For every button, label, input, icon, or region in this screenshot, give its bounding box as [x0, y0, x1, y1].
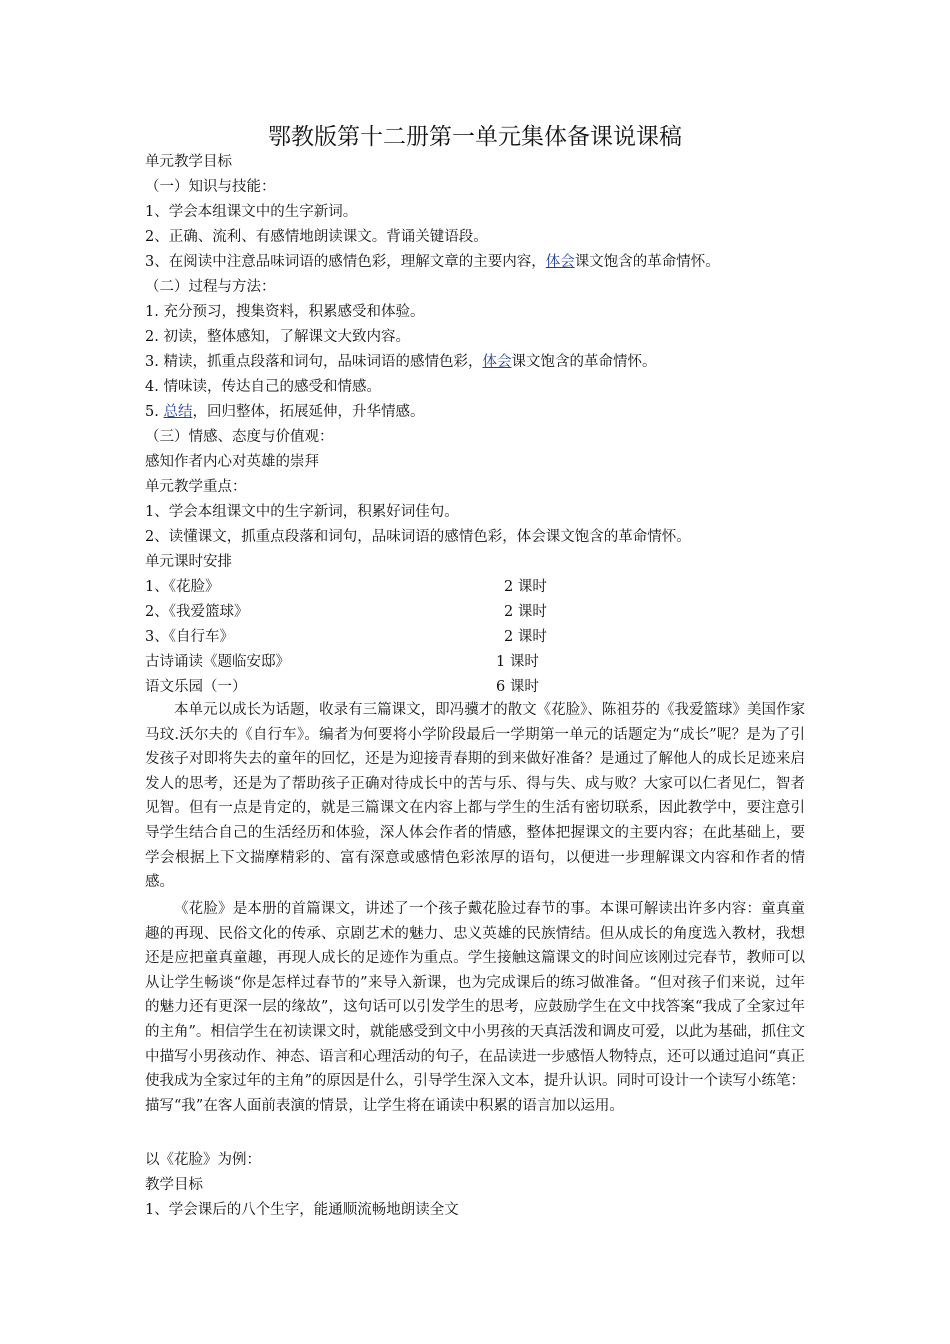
teaching-goal-1: 1、学会课后的八个生字，能通顺流畅地朗读全文: [145, 1202, 459, 1218]
section2-heading: （二）过程与方法：: [145, 279, 276, 295]
schedule-lesson-hours: 1 课时: [496, 654, 539, 670]
schedule-lesson-hours: 6 课时: [496, 679, 539, 695]
section3-heading: （三）情感、态度与价值观：: [145, 429, 334, 445]
unit-focus-heading: 单元教学重点：: [145, 479, 247, 495]
unit-overview-paragraph: 本单元以成长为话题，收录有三篇课文，即冯骥才的散文《花脸》、陈祖芬的《我爱篮球》美国作家马玟.沃尔夫的《自行车》。编者为何要将小学阶段最后一学期第一单元的话题定为“成长”呢？是为了引发孩子对即将失去的童年的回忆，还是为迎接青春期的到来做好准备？是通过了解他人的成长足迹来启发人的思考，还是为了帮助孩子正确对待成长中的苦与乐、得与失、成与败？大家可以仁者见仁，智者见智。但有一点是肯定的，就是三篇课文在内容上都与学生的生活有密切联系，因此教学中，要注意引导学生结合自己的生活经历和体验，深人体会作者的情感，整体把握课文的主要内容；在此基础上，要学会根据上下文揣摩精彩的、富有深意或感情色彩浓厚的语句，以便进一步理解课文内容和作者的情感。: [145, 702, 805, 891]
schedule-lesson-name: 1、《花脸》: [145, 579, 220, 595]
document-title: 鄂教版第十二册第一单元集体备课说课稿: [268, 124, 682, 150]
section1-item-3-tail: 课文饱含的革命情怀。: [574, 254, 720, 270]
focus-item-2: 2、读懂课文，抓重点段落和词句，品味词语的感情色彩，体会课文饱含的革命情怀。: [145, 529, 691, 545]
example-heading: 以《花脸》为例：: [145, 1152, 261, 1168]
schedule-lesson-name: 3、《自行车》: [145, 629, 234, 645]
section3-text: 感知作者内心对英雄的崇拜: [145, 454, 319, 470]
section2-item-4: 4. 情味读，传达自己的感受和情感。: [145, 379, 381, 395]
section1-item-3-link[interactable]: 体会: [545, 254, 575, 270]
section1-item-2: 2、正确、流利、有感情地朗读课文。背诵关键语段。: [145, 229, 488, 245]
schedule-lesson-name: 2、《我爱篮球》: [145, 604, 249, 620]
huolian-analysis-paragraph: 《花脸》是本册的首篇课文，讲述了一个孩子戴花脸过春节的事。本课可解读出许多内容：童真童趣的再现、民俗文化的传承、京剧艺术的魅力、忠义英雄的民族情结。但从成长的角度选入教材，我想还是应把童真童趣，再现人成长的足迹作为重点。学生接触这篇课文的时间应该刚过完春节，教师可以从让学生畅谈“你是怎样过春节的”来导入新课，也为完成课后的练习做准备。“但对孩子们来说，过年的魅力还有更深一层的缘故”，这句话可以引发学生的思考，应鼓励学生在文中找答案“我成了全家过年的主角”。相信学生在初读课文时，就能感受到文中小男孩的天真活泼和调皮可爱，以此为基础，抓住文中描写小男孩动作、神态、语言和心理活动的句子，在品读进一步感悟人物特点，还可以通过追问“真正使我成为全家过年的主角”的原因是什么，引导学生深入文本，提升认识。同时可设计一个读写小练笔：描写“我”在客人面前表演的情景，让学生将在诵读中积累的语言加以运用。: [145, 901, 805, 1114]
section2-item-5-link[interactable]: 总结: [163, 404, 193, 420]
schedule-lesson-hours: 2 课时: [504, 629, 547, 645]
section1-heading: （一）知识与技能：: [145, 179, 276, 195]
section2-item-1: 1. 充分预习，搜集资料，积累感受和体验。: [145, 304, 425, 320]
section2-item-3-link[interactable]: 体会: [482, 354, 512, 370]
section2-item-3: [145, 351, 656, 373]
teaching-goals-heading: 教学目标: [145, 1177, 203, 1193]
unit-goals-heading: 单元教学目标: [145, 154, 232, 170]
schedule-lesson-name: 语文乐园（一）: [145, 679, 247, 695]
section2-item-3-tail: 课文饱含的革命情怀。: [511, 354, 657, 370]
section2-item-5-text: 5.: [145, 404, 164, 420]
section1-item-3-text: 3、在阅读中注意品味词语的感情色彩，理解文章的主要内容，: [145, 254, 546, 270]
schedule-heading: 单元课时安排: [145, 554, 232, 570]
section2-item-5: [145, 401, 424, 423]
schedule-lesson-name: 古诗诵读《题临安邸》: [145, 654, 290, 670]
schedule-lesson-hours: 2 课时: [504, 604, 547, 620]
focus-item-1: 1、学会本组课文中的生字新词，积累好词佳句。: [145, 504, 459, 520]
section2-item-5-tail: ，回归整体，拓展延伸，升华情感。: [192, 404, 425, 420]
section2-item-3-text: 3. 精读，抓重点段落和词句，品味词语的感情色彩，: [145, 354, 483, 370]
schedule-lesson-hours: 2 课时: [504, 579, 547, 595]
section2-item-2: 2. 初读，整体感知，了解课文大致内容。: [145, 329, 410, 345]
section1-item-3: [145, 251, 720, 273]
section1-item-1: 1、学会本组课文中的生字新词。: [145, 204, 358, 220]
